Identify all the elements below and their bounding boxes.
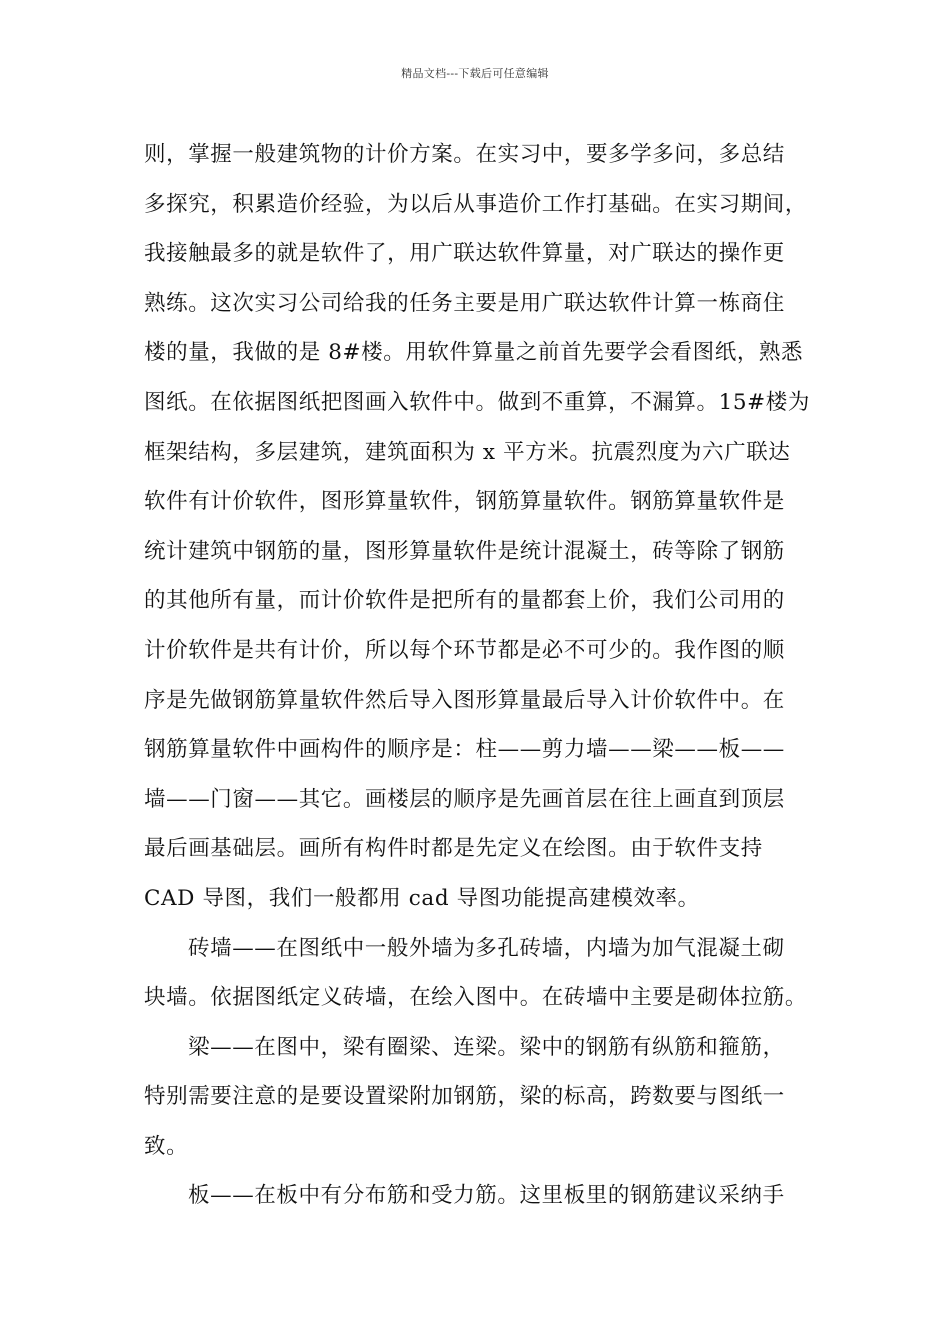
paragraph-line: 梁——在图中，梁有圈梁、连梁。梁中的钢筋有纵筋和箍筋， xyxy=(188,1034,785,1060)
paragraph-line: 软件有计价软件，图形算量软件，钢筋算量软件。钢筋算量软件是 xyxy=(144,489,785,515)
page-header: 精品文档---下载后可任意编辑 xyxy=(401,67,549,80)
paragraph-line: 我接触最多的就是软件了，用广联达软件算量，对广联达的操作更 xyxy=(144,241,785,267)
paragraph-line: 序是先做钢筋算量软件然后导入图形算量最后导入计价软件中。在 xyxy=(144,687,785,713)
paragraph-line: 统计建筑中钢筋的量，图形算量软件是统计混凝土，砖等除了钢筋 xyxy=(144,538,785,564)
paragraph-line: 多探究，积累造价经验，为以后从事造价工作打基础。在实习期间， xyxy=(144,191,808,217)
paragraph-line: 图纸。在依据图纸把图画入软件中。做到不重算，不漏算。15#楼为 xyxy=(144,389,810,415)
paragraph-line: 钢筋算量软件中画构件的顺序是：柱——剪力墙——梁——板—— xyxy=(144,737,785,763)
paragraph-line: 计价软件是共有计价，所以每个环节都是必不可少的。我作图的顺 xyxy=(144,637,785,663)
paragraph-line: 砖墙——在图纸中一般外墙为多孔砖墙，内墙为加气混凝土砌 xyxy=(188,935,785,961)
paragraph-line: 的其他所有量，而计价软件是把所有的量都套上价，我们公司用的 xyxy=(144,588,785,614)
paragraph-line: 墙——门窗——其它。画楼层的顺序是先画首层在往上画直到顶层 xyxy=(144,786,785,812)
paragraph-line: 板——在板中有分布筋和受力筋。这里板里的钢筋建议采纳手 xyxy=(188,1183,785,1209)
paragraph-line: 则，掌握一般建筑物的计价方案。在实习中，要多学多问，多总结 xyxy=(144,142,785,167)
paragraph-line: 致。 xyxy=(144,1133,189,1159)
document-body xyxy=(144,130,814,1221)
paragraph-line: 块墙。依据图纸定义砖墙，在绘入图中。在砖墙中主要是砌体拉筋。 xyxy=(144,985,808,1011)
paragraph-line: 最后画基础层。画所有构件时都是先定义在绘图。由于软件支持 xyxy=(144,836,763,862)
paragraph-line: 楼的量，我做的是 8#楼。用软件算量之前首先要学会看图纸，熟悉 xyxy=(144,340,804,366)
paragraph-line: 熟练。这次实习公司给我的任务主要是用广联达软件计算一栋商住 xyxy=(144,290,785,316)
paragraph-line: CAD 导图，我们一般都用 cad 导图功能提高建模效率。 xyxy=(144,885,700,911)
paragraph-line: 特别需要注意的是要设置梁附加钢筋，梁的标高，跨数要与图纸一 xyxy=(144,1084,785,1110)
paragraph-line: 框架结构，多层建筑，建筑面积为 x 平方米。抗震烈度为六广联达 xyxy=(144,439,791,465)
